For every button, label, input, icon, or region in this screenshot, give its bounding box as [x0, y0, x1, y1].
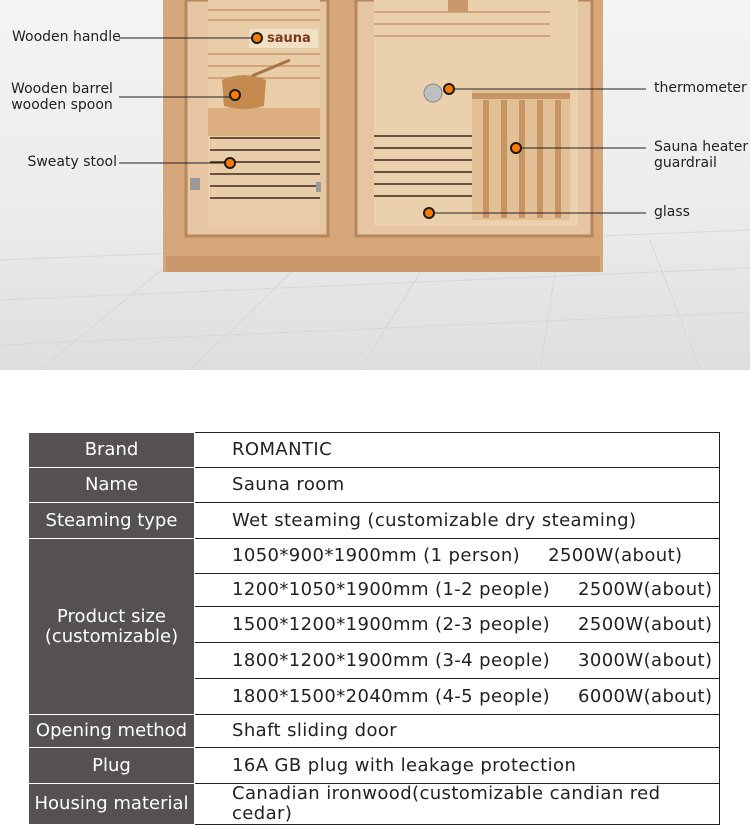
- callout-wooden-handle: Wooden handle: [12, 29, 121, 45]
- size-row: [195, 607, 720, 643]
- sauna-illustration: [0, 0, 750, 370]
- sauna-sign-text: sauna: [267, 31, 311, 46]
- size-value: 1800*1500*2040mm (4-5 people): [232, 685, 550, 707]
- size-value: 1800*1200*1900mm (3-4 people): [232, 649, 550, 671]
- row-value-plug: 16A GB plug with leakage protection: [195, 748, 720, 784]
- product-size-key-text: Product size (customizable): [44, 605, 179, 647]
- power-value: 2500W(about): [578, 613, 713, 635]
- size-row: [195, 679, 720, 715]
- row-key-steaming: Steaming type: [29, 503, 195, 539]
- row-key-brand: Brand: [29, 433, 195, 468]
- size-row: [195, 539, 720, 574]
- row-value-housing: Canadian ironwood(customizable candian red cedar): [195, 784, 720, 825]
- power-value: 2500W(about): [578, 579, 713, 600]
- power-value: 3000W(about): [578, 649, 713, 671]
- table-row: [29, 468, 720, 503]
- row-key-housing: Housing material: [29, 784, 195, 825]
- table-row: [29, 539, 720, 574]
- spec-table: [28, 432, 720, 825]
- size-row: [195, 643, 720, 679]
- size-value: 1200*1050*1900mm (1-2 people): [232, 579, 550, 600]
- table-row: [29, 715, 720, 748]
- power-value: 6000W(about): [578, 685, 713, 707]
- row-value-opening: Shaft sliding door: [195, 715, 720, 748]
- row-value-name: Sauna room: [195, 468, 720, 503]
- callout-thermometer: thermometer: [654, 80, 747, 96]
- callout-heater-guardrail: Sauna heater guardrail: [654, 139, 749, 171]
- product-photo: [0, 0, 750, 370]
- callout-sweaty-stool: Sweaty stool: [27, 154, 117, 170]
- row-value-steaming: Wet steaming (customizable dry steaming): [195, 503, 720, 539]
- size-value: 1500*1200*1900mm (2-3 people): [232, 613, 550, 635]
- thermometer: [424, 84, 442, 102]
- wooden-barrel: [222, 75, 266, 109]
- callout-wooden-barrel: Wooden barrel wooden spoon: [11, 81, 113, 113]
- row-key-plug: Plug: [29, 748, 195, 784]
- row-key-name: Name: [29, 468, 195, 503]
- row-value-brand: ROMANTIC: [195, 433, 720, 468]
- row-key-opening: Opening method: [29, 715, 195, 748]
- table-row: [29, 503, 720, 539]
- row-key-product-size: [29, 539, 195, 715]
- table-row: [29, 433, 720, 468]
- size-value: 1050*900*1900mm (1 person): [232, 545, 521, 566]
- table-row: [29, 784, 720, 825]
- bench: [208, 108, 320, 136]
- callout-glass: glass: [654, 204, 690, 220]
- power-value: 2500W(about): [548, 545, 683, 566]
- size-row: [195, 574, 720, 607]
- table-row: [29, 748, 720, 784]
